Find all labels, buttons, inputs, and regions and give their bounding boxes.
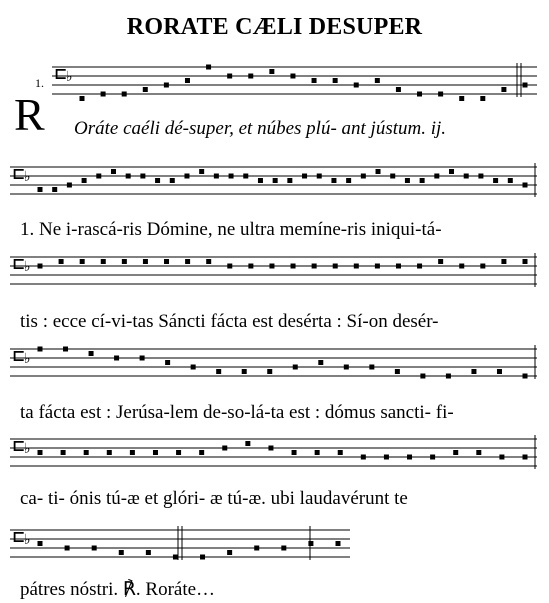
staff-system [0, 435, 549, 475]
neume-note [214, 174, 219, 179]
neume-note [63, 347, 68, 352]
neume-note [315, 450, 320, 455]
neume-note [420, 178, 425, 183]
neume-note [222, 446, 227, 451]
neume-note [199, 169, 204, 174]
clef-icon: ⊏ [12, 164, 26, 183]
neume-note [508, 178, 513, 183]
neume-note [173, 555, 178, 560]
neume-note [369, 365, 374, 370]
neume-note [384, 455, 389, 460]
neume-note [287, 178, 292, 183]
neume-note [446, 374, 451, 379]
neume-note [107, 450, 112, 455]
neume-note [471, 369, 476, 374]
verse-number: 1. [35, 76, 44, 90]
neume-note [122, 259, 127, 264]
neume-note [396, 87, 401, 92]
neume-note [143, 87, 148, 92]
neume-note [430, 455, 435, 460]
neume-note [38, 264, 43, 269]
neume-note [268, 446, 273, 451]
neume-note [438, 92, 443, 97]
neume-note [523, 259, 528, 264]
staff [0, 253, 549, 293]
neume-note [140, 356, 145, 361]
flat-icon: ♭ [24, 169, 31, 185]
neume-note [478, 174, 483, 179]
neume-note [130, 450, 135, 455]
neume-note [199, 450, 204, 455]
neume-note [523, 83, 528, 88]
neume-note [140, 174, 145, 179]
neume-note [318, 360, 323, 365]
neume-note [361, 455, 366, 460]
lyric-line: ta fácta est : Jerúsa-lem de-so-lá-ta est : dómus sancti- fi- [20, 402, 454, 423]
neume-note [501, 259, 506, 264]
neume-note [291, 264, 296, 269]
neume-note [434, 174, 439, 179]
clef-icon: ⊏ [12, 346, 26, 365]
clef-icon: ⊏ [12, 254, 26, 273]
neume-note [52, 187, 57, 192]
neume-note [80, 96, 85, 101]
clef-icon: ⊏ [12, 436, 26, 455]
neume-note [258, 178, 263, 183]
neume-note [242, 369, 247, 374]
neume-note [126, 174, 131, 179]
neume-note [407, 455, 412, 460]
neume-note [248, 264, 253, 269]
neume-note [84, 450, 89, 455]
neume-note [65, 546, 70, 551]
neume-note [290, 74, 295, 79]
neume-note [375, 78, 380, 83]
flat-icon: ♭ [66, 69, 73, 85]
neume-note [417, 92, 422, 97]
lyric-line: tis : ecce cí-vi-tas Sáncti fácta est desérta : Sí-on desér- [20, 311, 439, 332]
neume-note [227, 74, 232, 79]
neume-note [254, 546, 259, 551]
clef-icon: ⊏ [12, 527, 26, 546]
neume-note [267, 369, 272, 374]
neume-note [184, 174, 189, 179]
neume-note [493, 178, 498, 183]
clef-icon: ⊏ [54, 64, 68, 83]
neume-note [331, 178, 336, 183]
page-title: RORATE CÆLI DESUPER [126, 14, 423, 40]
neume-note [523, 455, 528, 460]
neume-note [248, 74, 253, 79]
neume-note [176, 450, 181, 455]
staff [0, 163, 549, 203]
neume-note [119, 550, 124, 555]
neume-note [453, 450, 458, 455]
lyric-line: ca- ti- ónis tú-æ et glóri- æ tú-æ. ubi laudavérunt te [20, 488, 408, 509]
staff [0, 63, 549, 103]
staff-system [0, 163, 549, 203]
neume-note [38, 347, 43, 352]
neume-note [200, 555, 205, 560]
flat-icon: ♭ [24, 441, 31, 457]
neume-note [114, 356, 119, 361]
neume-note [333, 78, 338, 83]
neume-note [308, 541, 313, 546]
neume-note [375, 264, 380, 269]
neume-note [229, 174, 234, 179]
neume-note [476, 450, 481, 455]
flat-icon: ♭ [24, 532, 31, 548]
neume-note [227, 550, 232, 555]
staff [0, 435, 549, 475]
staff-system [0, 63, 549, 103]
neume-note [354, 83, 359, 88]
neume-note [206, 65, 211, 70]
neume-note [191, 365, 196, 370]
neume-note [38, 541, 43, 546]
neume-note [376, 169, 381, 174]
neume-note [338, 450, 343, 455]
neume-note [480, 96, 485, 101]
neume-note [59, 259, 64, 264]
neume-note [344, 365, 349, 370]
neume-note [38, 187, 43, 192]
neume-note [396, 264, 401, 269]
neume-note [269, 264, 274, 269]
staff-system [0, 253, 549, 293]
neume-note [317, 174, 322, 179]
neume-note [245, 441, 250, 446]
neume-note [155, 178, 160, 183]
neume-note [292, 450, 297, 455]
neume-note [269, 69, 274, 74]
neume-note [206, 259, 211, 264]
initial-letter: R [14, 89, 45, 140]
neume-note [346, 178, 351, 183]
neume-note [170, 178, 175, 183]
neume-note [293, 365, 298, 370]
neume-note [497, 369, 502, 374]
neume-note [227, 264, 232, 269]
neume-note [420, 374, 425, 379]
neume-note [111, 169, 116, 174]
neume-note [96, 174, 101, 179]
staff-system [0, 345, 549, 385]
neume-note [333, 264, 338, 269]
neume-note [459, 96, 464, 101]
neume-note [165, 360, 170, 365]
neume-note [185, 259, 190, 264]
neume-note [336, 541, 341, 546]
neume-note [216, 369, 221, 374]
neume-note [312, 78, 317, 83]
staff [0, 526, 549, 566]
staff [0, 345, 549, 385]
neume-note [61, 450, 66, 455]
flat-icon: ♭ [24, 351, 31, 367]
neume-note [122, 92, 127, 97]
neume-note [501, 87, 506, 92]
neume-note [499, 455, 504, 460]
neume-note [164, 83, 169, 88]
neume-note [185, 78, 190, 83]
staff-system [0, 526, 549, 566]
neume-note [459, 264, 464, 269]
neume-note [390, 174, 395, 179]
neume-note [449, 169, 454, 174]
neume-note [281, 546, 286, 551]
neume-note [354, 264, 359, 269]
flat-icon: ♭ [24, 259, 31, 275]
neume-note [523, 183, 528, 188]
neume-note [67, 183, 72, 188]
neume-note [417, 264, 422, 269]
neume-note [89, 351, 94, 356]
neume-note [146, 550, 151, 555]
lyric-line: Oráte caéli dé-super, et núbes plú- ant jústum. ij. [74, 118, 447, 139]
neume-note [80, 259, 85, 264]
neume-note [92, 546, 97, 551]
neume-note [405, 178, 410, 183]
neume-note [523, 374, 528, 379]
neume-note [438, 259, 443, 264]
neume-note [143, 259, 148, 264]
neume-note [82, 178, 87, 183]
neume-note [101, 92, 106, 97]
neume-note [395, 369, 400, 374]
neume-note [38, 450, 43, 455]
neume-note [480, 264, 485, 269]
neume-note [312, 264, 317, 269]
neume-note [164, 259, 169, 264]
neume-note [302, 174, 307, 179]
neume-note [361, 174, 366, 179]
neume-note [101, 259, 106, 264]
lyric-line: 1. Ne i-rascá-ris Dómine, ne ultra memíne-ris iniqui-tá- [20, 219, 442, 240]
neume-note [464, 174, 469, 179]
neume-note [153, 450, 158, 455]
lyric-line: pátres nóstri. ℟. Roráte… [20, 579, 216, 600]
neume-note [243, 174, 248, 179]
neume-note [273, 178, 278, 183]
